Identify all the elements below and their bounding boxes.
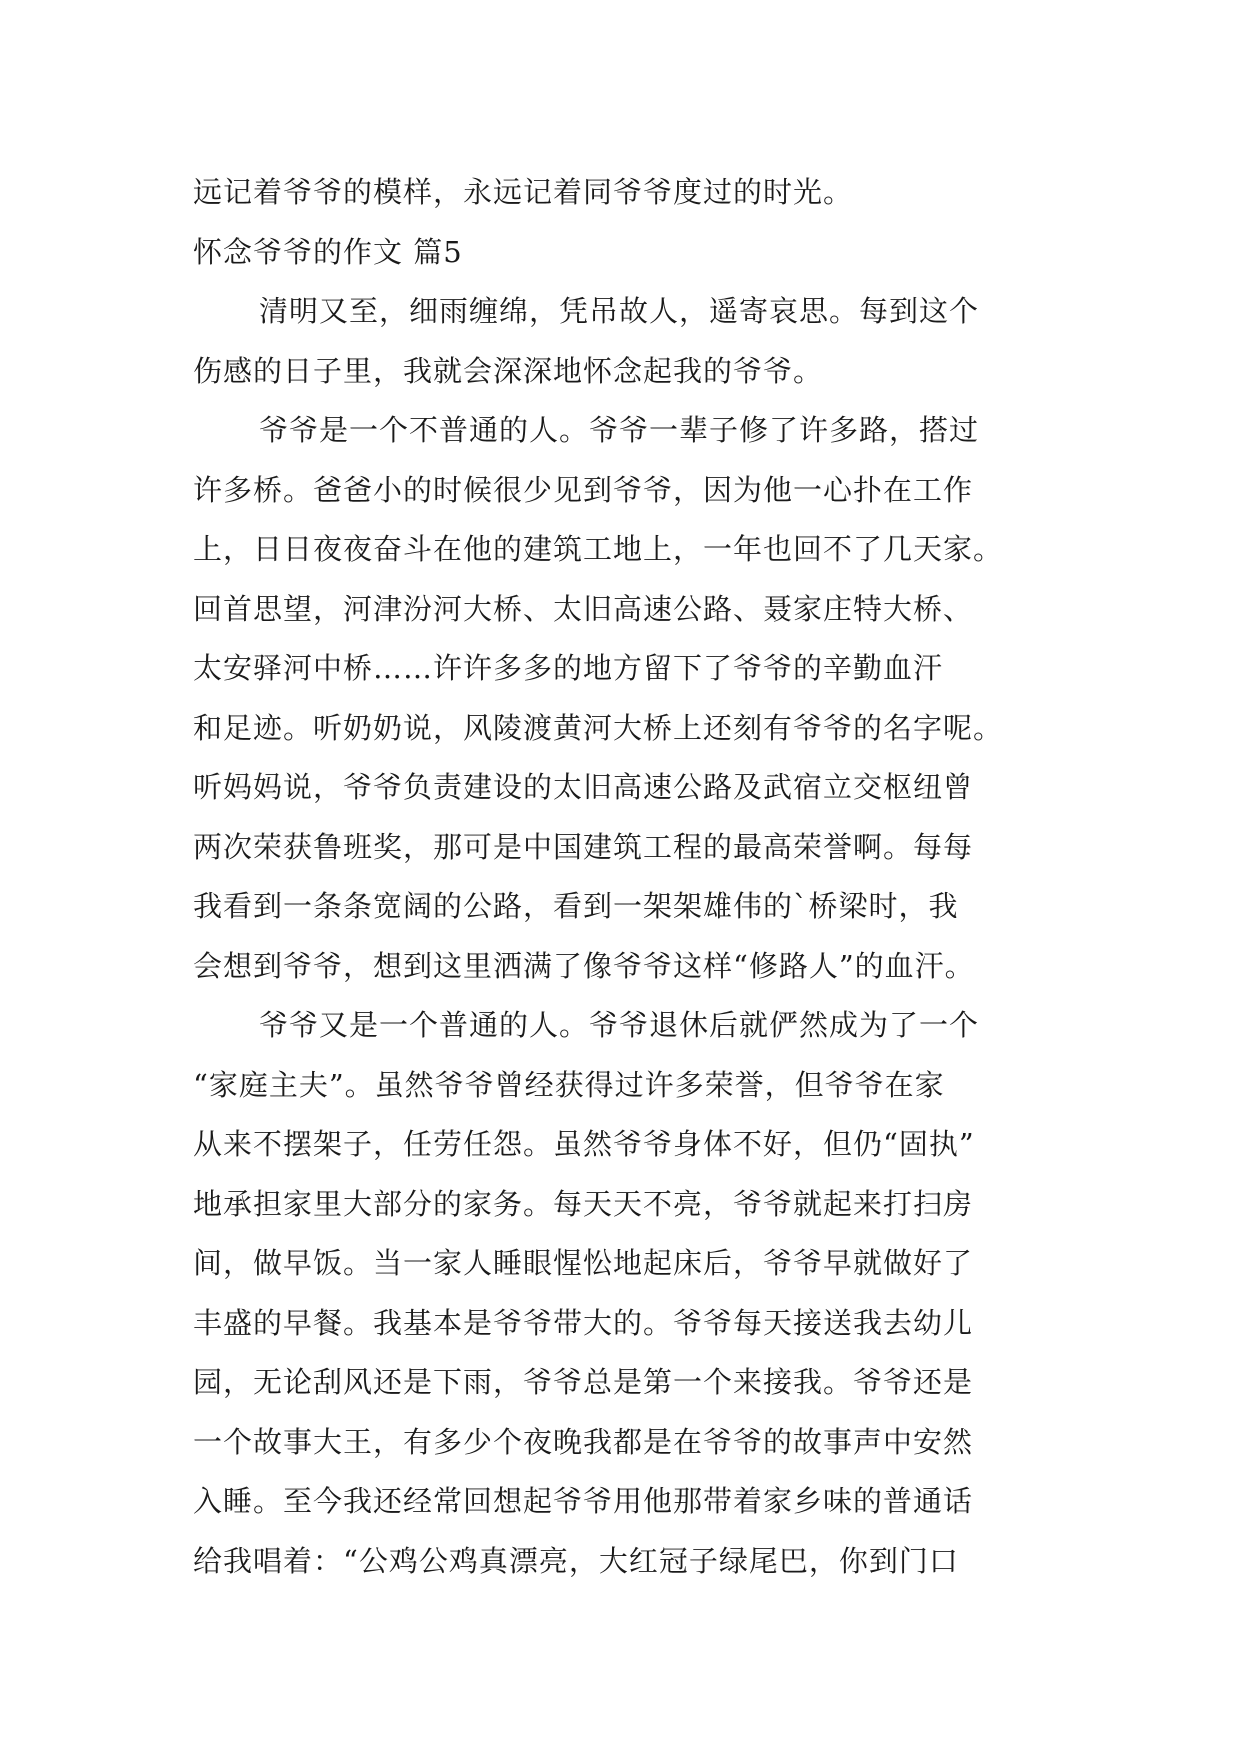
paragraph-first-line: 爷爷是一个不普通的人。爷爷一辈子修了许多路，搭过 <box>259 413 980 447</box>
text-line: 一个故事大王，有多少个夜晚我都是在爷爷的故事声中安然 <box>193 1424 974 1459</box>
paragraph-first-line: 清明又至，细雨缠绵，凭吊故人，遥寄哀思。每到这个 <box>259 294 980 328</box>
section-heading: 怀念爷爷的作文 篇5 <box>193 234 463 269</box>
text-line: 会想到爷爷，想到这里洒满了像爷爷这样“修路人”的血汗。 <box>193 948 975 983</box>
text-line: 从来不摆架子，任劳任怨。虽然爷爷身体不好，但仍“固执” <box>193 1127 975 1161</box>
text-line: 太安驿河中桥……许许多多的地方留下了爷爷的辛勤血汗 <box>193 651 944 685</box>
text-line: 丰盛的早餐。我基本是爷爷带大的。爷爷每天接送我去幼儿 <box>193 1305 974 1340</box>
text-line: 园，无论刮风还是下雨，爷爷总是第一个来接我。爷爷还是 <box>193 1365 974 1399</box>
text-line: 给我唱着：“公鸡公鸡真漂亮，大红冠子绿尾巴，你到门口 <box>193 1543 959 1578</box>
text-line: 远记着爷爷的模样，永远记着同爷爷度过的时光。 <box>193 175 854 209</box>
text-line: 两次荣获鲁班奖，那可是中国建筑工程的最高荣誉啊。每每 <box>193 829 974 864</box>
text-line: 我看到一条条宽阔的公路，看到一架架雄伟的`桥梁时，我 <box>193 889 959 923</box>
text-line: 间，做早饭。当一家人睡眼惺忪地起床后，爷爷早就做好了 <box>193 1246 974 1280</box>
text-line: 回首思望，河津汾河大桥、太旧高速公路、聂家庄特大桥、 <box>193 591 974 626</box>
text-line: 听妈妈说，爷爷负责建设的太旧高速公路及武宿立交枢纽曾 <box>193 770 974 804</box>
text-line: 伤感的日子里，我就会深深地怀念起我的爷爷。 <box>193 353 824 388</box>
paragraph-first-line: 爷爷又是一个普通的人。爷爷退休后就俨然成为了一个 <box>259 1008 980 1042</box>
text-line: 上，日日夜夜奋斗在他的建筑工地上，一年也回不了几天家。 <box>193 532 1004 566</box>
document-body <box>193 163 1055 1591</box>
text-line: 入睡。至今我还经常回想起爷爷用他那带着家乡味的普通话 <box>193 1484 974 1518</box>
text-line: 和足迹。听奶奶说，风陵渡黄河大桥上还刻有爷爷的名字呢。 <box>193 710 1004 745</box>
text-line: 许多桥。爸爸小的时候很少见到爷爷，因为他一心扑在工作 <box>193 472 974 507</box>
text-line: 地承担家里大部分的家务。每天天不亮，爷爷就起来打扫房 <box>193 1186 974 1221</box>
text-line: “家庭主夫”。虽然爷爷曾经获得过许多荣誉，但爷爷在家 <box>193 1067 945 1102</box>
